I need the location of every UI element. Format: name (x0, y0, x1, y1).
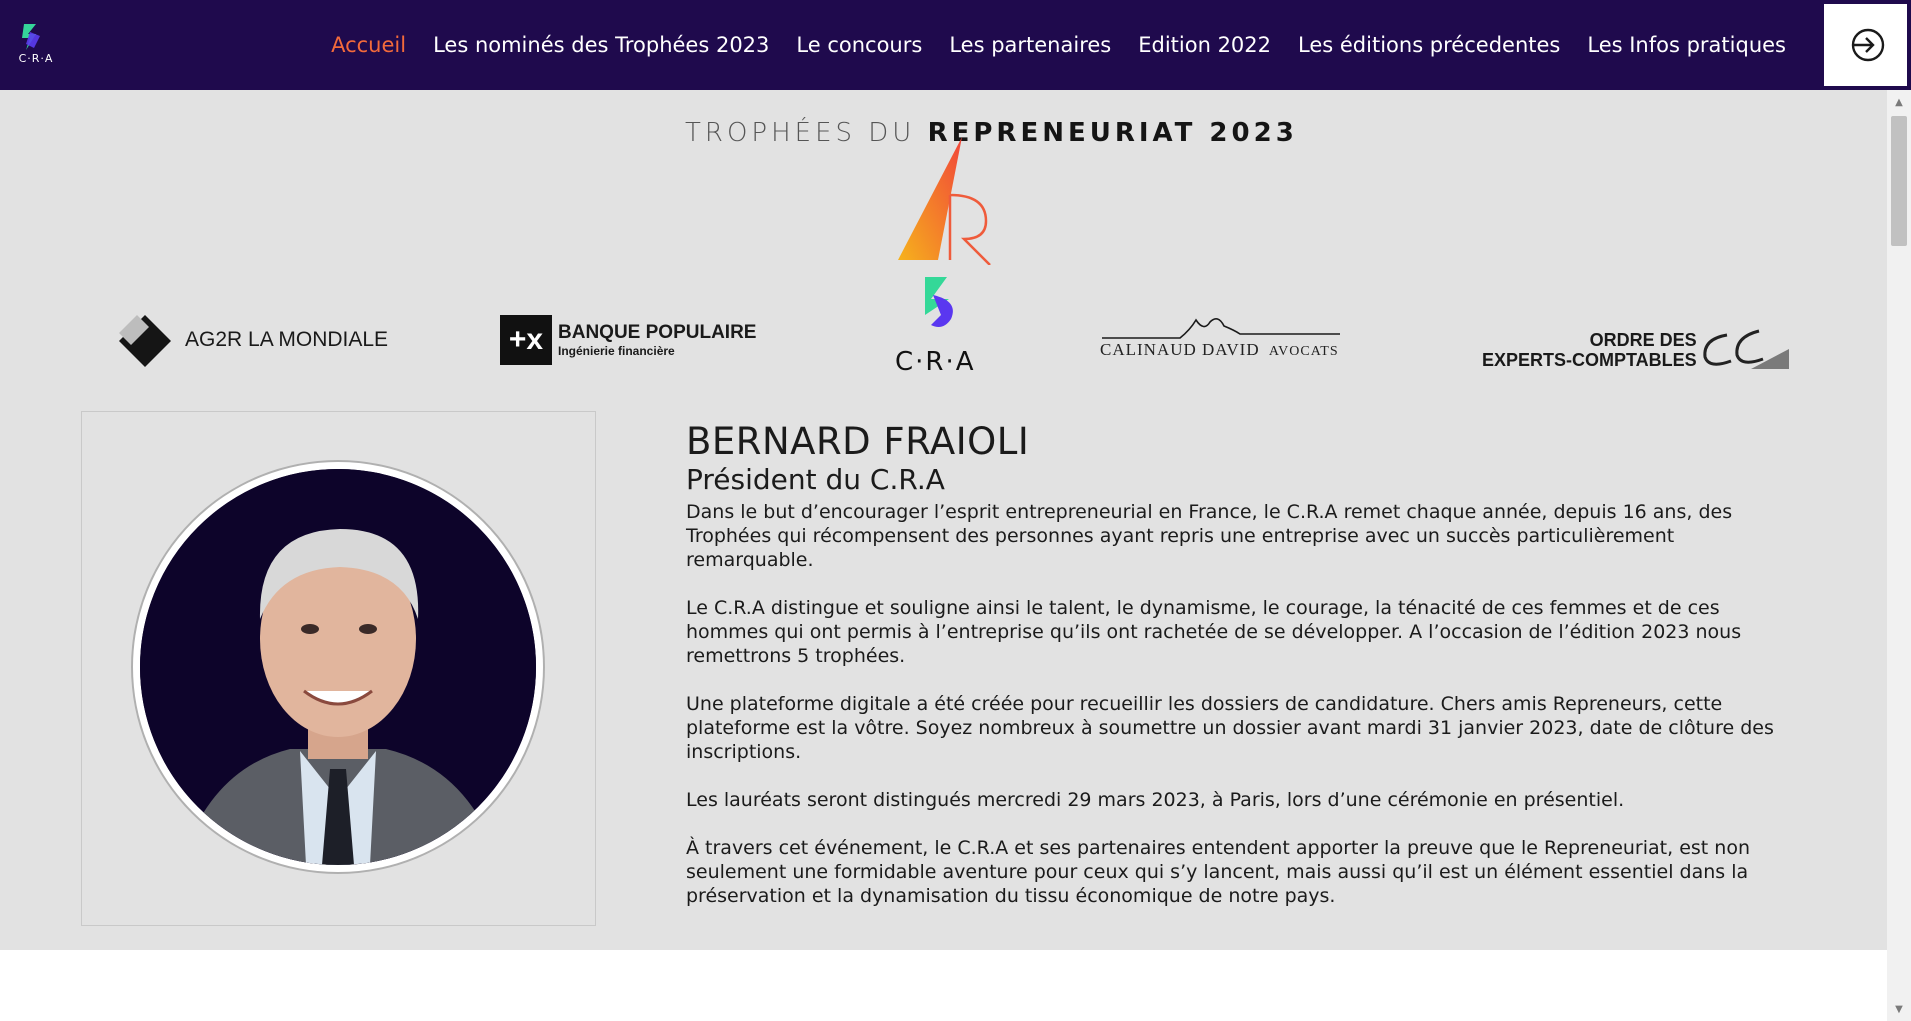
partner-banque-populaire[interactable] (500, 305, 756, 375)
portrait-card (81, 411, 596, 926)
cra-home-logo[interactable] (16, 22, 56, 68)
event-title-thin: TROPHÉES DU (685, 118, 916, 148)
bio-paragraph-5: À travers cet événement, le C.R.A et ses partenaires entendent apporter la preuve que le Repreneuriat, est non seulement une formidable aventure pour ceux qui s’y lancent, mais aussi qu’il est un élément essentiel dans la préservation et la dynamisation du tissu économique de notre pays. (686, 837, 1750, 907)
nav-item-edition-2022[interactable]: Edition 2022 (1138, 33, 1272, 57)
ag2r-logo-icon (117, 311, 175, 369)
banque-populaire-icon: +x (500, 315, 552, 365)
president-role: Président du C.R.A (686, 463, 945, 496)
main-nav (304, 0, 1786, 90)
cra-logo-icon (16, 22, 56, 52)
calinaud-skyline-icon (1100, 310, 1340, 340)
portrait-photo (133, 462, 543, 872)
nav-item-infos-pratiques[interactable]: Les Infos pratiques (1587, 33, 1786, 57)
hero-section (0, 90, 1887, 950)
president-name: BERNARD FRAIOLI (686, 420, 1030, 463)
calinaud-main-label: CALINAUD DAVID (1100, 340, 1260, 359)
nav-item-concours[interactable]: Le concours (796, 33, 923, 57)
scroll-down-arrow-icon[interactable]: ▼ (1895, 1003, 1903, 1015)
page-scrollbar[interactable] (1887, 90, 1911, 1021)
bio-paragraph-3: Une plateforme digitale a été créée pour recueillir les dossiers de candidature. Chers amis Repreneurs, cette plateforme est la vôtre. Soyez nombreux à soumettre un dossier avant mardi 31 janvier 2023, date de clôture des inscriptions. (686, 693, 1774, 763)
partner-calinaud-david[interactable] (1100, 310, 1340, 380)
partner-ordre-experts-comptables[interactable] (1482, 315, 1792, 385)
president-bio (686, 420, 1796, 932)
nav-item-partenaires[interactable]: Les partenaires (949, 33, 1112, 57)
scroll-thumb[interactable] (1891, 116, 1907, 246)
bio-paragraph-2: Le C.R.A distingue et souligne ainsi le talent, le dynamisme, le courage, la ténacité de ces femmes et de ces hommes qui ont permis à l’entreprise qu’ils ont rachetée de se développer. A l’occasion de l’édition 2023 nous remettrons 5 trophées. (686, 597, 1742, 667)
cra-partner-logo (895, 275, 975, 375)
brand-logo-text: C·R·A (18, 52, 54, 65)
scroll-up-arrow-icon[interactable]: ▲ (1895, 96, 1903, 108)
login-button[interactable] (1822, 2, 1909, 88)
ordre-swirl-icon (1697, 325, 1792, 375)
ag2r-label: AG2R LA MONDIALE (185, 328, 389, 351)
nav-item-editions-precedentes[interactable]: Les éditions précedentes (1298, 33, 1561, 57)
bio-paragraph-1: Dans le but d’encourager l’esprit entrepreneurial en France, le C.R.A remet chaque année, depuis 16 ans, des Trophées qui récompensent des personnes ayant repris une entreprise avec un succès particulièrement remarquable. (686, 501, 1733, 571)
event-title-bold: REPRENEURIAT 2023 (927, 118, 1298, 148)
cra-partner-logo-text: C·R·A (895, 347, 976, 377)
nav-item-nomines[interactable]: Les nominés des Trophées 2023 (433, 33, 770, 57)
trophy-r-logo (890, 135, 1000, 265)
banque-populaire-title: BANQUE POPULAIRE (558, 322, 757, 343)
ordre-line-2: EXPERTS-COMPTABLES (1482, 350, 1697, 370)
top-navigation-bar (0, 0, 1911, 90)
nav-item-accueil[interactable]: Accueil (331, 33, 407, 57)
bio-paragraph-4: Les lauréats seront distingués mercredi 29 mars 2023, à Paris, lors d’une cérémonie en présentiel. (686, 789, 1625, 811)
login-arrow-icon (1846, 25, 1886, 65)
ordre-line-1: ORDRE DES (1589, 330, 1697, 350)
calinaud-sub-label: AVOCATS (1268, 344, 1339, 359)
partner-ag2r[interactable] (117, 305, 388, 375)
banque-populaire-subtitle: Ingénierie financière (558, 344, 675, 358)
